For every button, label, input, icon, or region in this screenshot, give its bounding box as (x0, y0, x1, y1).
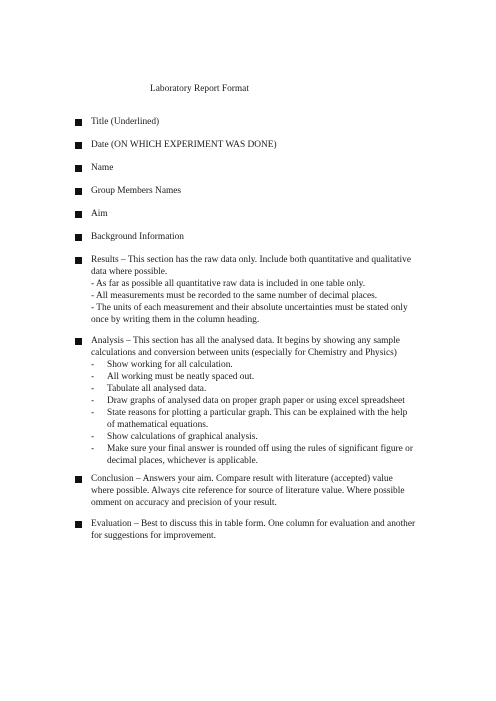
dash-marker: - (91, 372, 95, 382)
item-text: where possible. Always cite reference for source of literature value. Where possible (91, 486, 405, 496)
page-title: Laboratory Report Format (150, 84, 249, 94)
sub-list-item (91, 383, 445, 395)
list-item-background-information (75, 231, 445, 243)
item-text: - The units of each measurement and their absolute uncertainties must be stated only (91, 303, 408, 313)
list-item-conclusion (75, 473, 445, 509)
square-bullet-icon (75, 476, 82, 483)
item-text: Aim (91, 209, 108, 219)
item-text: for suggestions for improvement. (91, 531, 216, 541)
sub-item-text: Make sure your final answer is rounded off using the rules of significant figure or (107, 444, 413, 454)
item-text: Name (91, 163, 114, 173)
square-bullet-icon (75, 338, 82, 345)
item-text: Analysis – This section has all the analysed data. It begins by showing any sample (91, 336, 400, 346)
list-item-analysis (75, 335, 445, 467)
sub-item-text: State reasons for plotting a particular graph. This can be explained with the help (107, 408, 408, 418)
item-text: Evaluation – Best to discuss this in table form. One column for evaluation and another (91, 519, 416, 529)
square-bullet-icon (75, 257, 82, 264)
sub-list-item (91, 359, 445, 371)
item-text: Title (Underlined) (91, 117, 160, 127)
dash-marker: - (91, 432, 95, 442)
sub-list-item (91, 371, 445, 383)
list-item-group-members (75, 185, 445, 197)
sub-list-item (91, 431, 445, 443)
item-text: - As far as possible all quantitative raw data is included in one table only. (91, 279, 366, 289)
item-text: Date (ON WHICH EXPERIMENT WAS DONE) (91, 140, 277, 150)
item-text: calculations and conversion between units (especially for Chemistry and Physics) (91, 348, 397, 358)
sub-list-item (91, 443, 445, 467)
list-item-results (75, 254, 445, 326)
square-bullet-icon (75, 234, 82, 241)
square-bullet-icon (75, 211, 82, 218)
sub-item-text: All working must be neatly spaced out. (107, 372, 255, 382)
item-text: omment on accuracy and precision of your result. (91, 498, 277, 508)
sub-item-text: Tabulate all analysed data. (107, 384, 207, 394)
list-item-evaluation (75, 518, 445, 542)
list-item-name (75, 162, 445, 174)
square-bullet-icon (75, 165, 82, 172)
item-text: Conclusion – Answers your aim. Compare result with literature (accepted) value (91, 474, 393, 484)
square-bullet-icon (75, 521, 82, 528)
sub-item-text: Show calculations of graphical analysis. (107, 432, 258, 442)
list-item-date (75, 139, 445, 151)
sub-item-text: Draw graphs of analysed data on proper graph paper or using excel spreadsheet (107, 396, 405, 406)
square-bullet-icon (75, 188, 82, 195)
sub-list-item (91, 395, 445, 407)
dash-marker: - (91, 384, 95, 394)
dash-marker: - (91, 360, 95, 370)
dash-marker: - (91, 408, 95, 418)
item-text: - All measurements must be recorded to the same number of decimal places. (91, 291, 378, 301)
sub-item-text: of mathematical equations. (107, 420, 209, 430)
item-text: Results – This section has the raw data only. Include both quantitative and qualitative (91, 255, 411, 265)
list-item-title-underlined (75, 116, 445, 128)
sub-item-text: decimal places, whichever is applicable. (107, 456, 258, 466)
item-text: data where possible. (91, 267, 168, 277)
item-text: once by writing them in the column heading. (91, 315, 260, 325)
square-bullet-icon (75, 119, 82, 126)
sub-item-text: Show working for all calculation. (107, 360, 233, 370)
dash-marker: - (91, 396, 95, 406)
list-item-aim (75, 208, 445, 220)
item-text: Group Members Names (91, 186, 182, 196)
dash-marker: - (91, 444, 95, 454)
item-text: Background Information (91, 232, 184, 242)
sub-list-item (91, 407, 445, 431)
square-bullet-icon (75, 142, 82, 149)
